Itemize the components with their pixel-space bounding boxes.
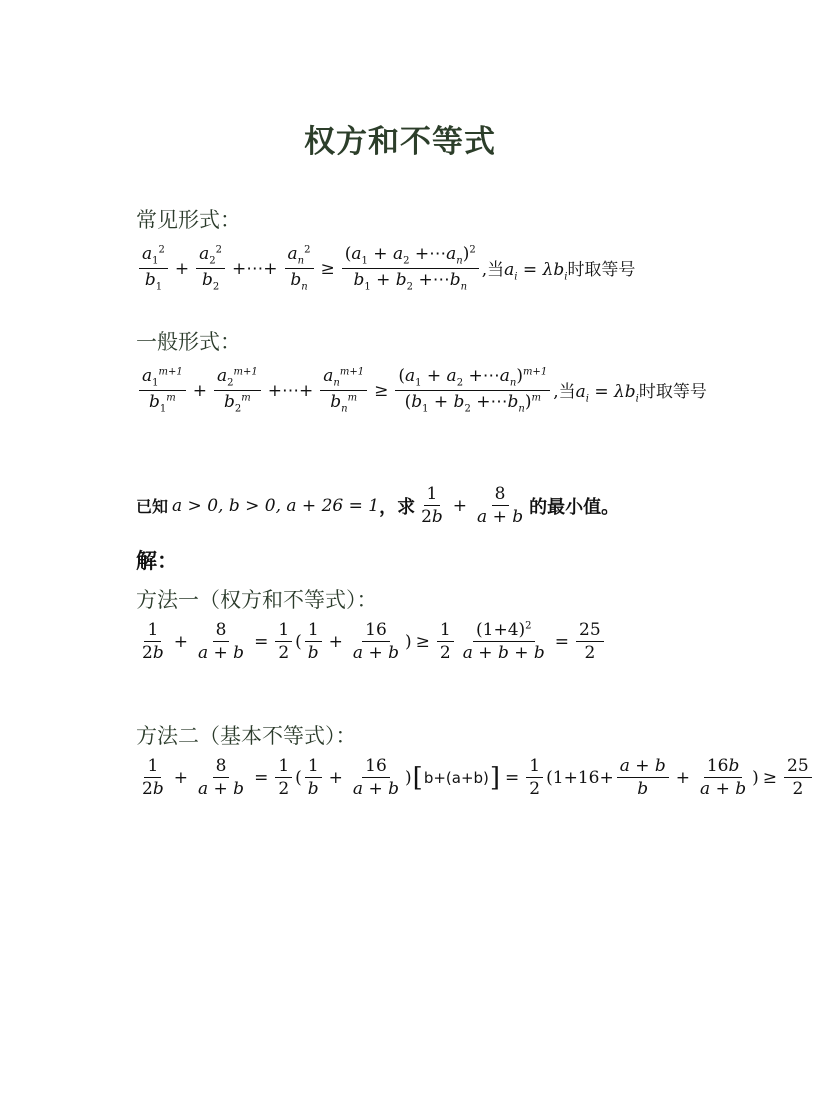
fraction: $\frac{1}{2b}$ xyxy=(142,620,164,664)
general-form-heading: 一般形式： xyxy=(136,330,241,354)
page-title: 权方和不等式 xyxy=(304,124,496,160)
problem-suffix: 的最小值。 xyxy=(529,496,620,518)
method2-title: 方法二（基本不等式）： xyxy=(136,724,357,748)
problem-ask: ，求 xyxy=(379,496,416,518)
fraction: $\frac{a_n^{m+1}}{b_n^m}$ xyxy=(320,366,367,416)
fraction: $\frac{16b}{a + b}$ xyxy=(700,756,747,800)
equality-condition: ,当$a_i = \lambda b_i$时取等号 xyxy=(553,382,707,405)
method2-formula: $\frac{1}{2b}$ + $\frac{8}{a + b}$ = $\frac{1}{2}$ ( $\frac{1}{b}$ + $\frac{16}{a + b}$ ) [ b+(a+b) ] = $\frac{1}{2}$ (1+16+ $\frac{a + b}{b}$ + $\frac{16b}{a + b}$ ) ≥ $\frac{25}{2}$ xyxy=(136,756,815,800)
method1-title: 方法一（权方和不等式）： xyxy=(136,588,378,612)
fraction: $\frac{1}{2}$ xyxy=(275,756,292,800)
fraction: $\frac{1}{2}$ xyxy=(437,620,454,664)
fraction: $\frac{1}{2}$ xyxy=(275,620,292,664)
equality-condition: ,当$a_i = \lambda b_i$时取等号 xyxy=(481,260,636,283)
fraction: $\frac{1}{2b}$ xyxy=(142,756,164,800)
problem-conditions: a > 0, b > 0, a + 26 = 1 xyxy=(172,495,380,516)
solution-label: 解： xyxy=(136,549,178,573)
common-form-heading: 常见形式： xyxy=(136,208,241,232)
fraction: $\frac{a_2^2}{b_2}$ xyxy=(196,244,225,294)
fraction: $\frac{a_1^2}{b_1}$ xyxy=(139,244,168,294)
fraction: $\frac{16}{a + b}$ xyxy=(352,620,400,664)
fraction: $\frac{(1+4)^2}{a + b + b}$ xyxy=(462,620,545,664)
fraction: $\frac{16}{a + b}$ xyxy=(352,756,400,800)
fraction: $\frac{(a_1 + a_2 +\cdots a_n)^{m+1}}{(b_1 + b_2 +\cdots b_n)^m}$ xyxy=(395,366,550,416)
general-form-formula: $\frac{a_1^{m+1}}{b_1^m}$ + $\frac{a_2^{m+1}}{b_2^m}$ +⋯+ $\frac{a_n^{m+1}}{b_n^m}$ ≥ $\frac{(a_1 + a_2 +\cdots a_n)^{m+1}}{(b_1 + b_2 +\cdots b_n)^m}$ ,当$a_i = \lambda b_i$时取等号 xyxy=(136,366,707,416)
fraction: $\frac{8}{a + b}$ xyxy=(477,484,524,528)
problem-statement: 已知 a > 0, b > 0, a + 26 = 1 ，求 $\frac{1}{2b}$ + $\frac{8}{a + b}$ 的最小值。 xyxy=(136,484,620,528)
fraction: $\frac{1}{2}$ xyxy=(526,756,543,800)
common-form-formula: $\frac{a_1^2}{b_1}$ + $\frac{a_2^2}{b_2}$ +⋯+ $\frac{a_n^2}{b_n}$ ≥ $\frac{(a_1 + a_2 +\cdots a_n)^2}{b_1 + b_2 +\cdots b_n}$ ,当$a_i = \lambda b_i$时取等号 xyxy=(136,244,635,294)
fraction: $\frac{8}{a + b}$ xyxy=(197,756,245,800)
fraction: $\frac{25}{2}$ xyxy=(784,756,812,800)
fraction: $\frac{a_n^2}{b_n}$ xyxy=(285,244,314,294)
fraction: $\frac{1}{b}$ xyxy=(305,620,322,664)
fraction: $\frac{25}{2}$ xyxy=(576,620,604,664)
fraction: $\frac{(a_1 + a_2 +\cdots a_n)^2}{b_1 + b_2 +\cdots b_n}$ xyxy=(342,244,479,294)
problem-prefix: 已知 xyxy=(136,497,169,517)
fraction: $\frac{1}{2b}$ xyxy=(421,484,443,528)
fraction: $\frac{a_2^{m+1}}{b_2^m}$ xyxy=(214,366,261,416)
fraction: $\frac{8}{a + b}$ xyxy=(197,620,245,664)
fraction: $\frac{a_1^{m+1}}{b_1^m}$ xyxy=(139,366,186,416)
fraction: $\frac{a + b}{b}$ xyxy=(617,756,669,800)
method1-formula: $\frac{1}{2b}$ + $\frac{8}{a + b}$ = $\frac{1}{2}$ ( $\frac{1}{b}$ + $\frac{16}{a + b}$ ) ≥ $\frac{1}{2}$ $\frac{(1+4)^2}{a + b + b}$ = $\frac{25}{2}$ xyxy=(136,620,607,664)
fraction: $\frac{1}{b}$ xyxy=(305,756,322,800)
